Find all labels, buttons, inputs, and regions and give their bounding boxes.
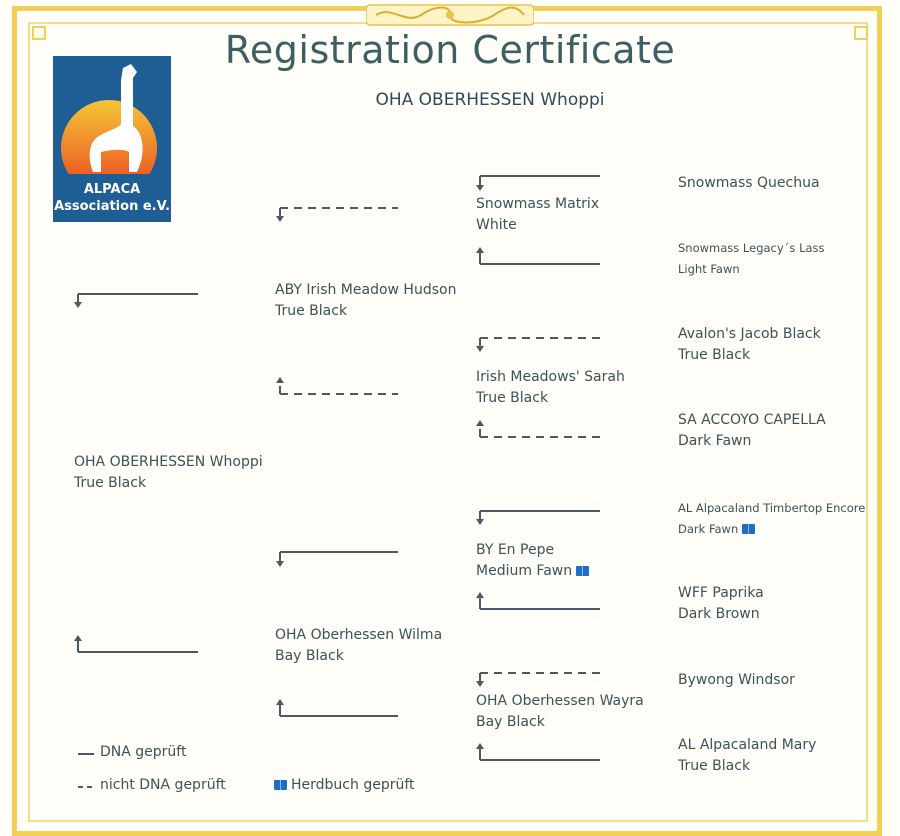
ggp-name: Bywong Windsor [678, 672, 795, 688]
herdbook-icon [742, 524, 755, 534]
ggp-entry-5 [678, 498, 865, 540]
dam-sire-color: Medium Fawn [476, 563, 573, 579]
line-sire-dam [280, 382, 398, 394]
ggp-color: True Black [678, 758, 751, 774]
dam-name: OHA Oberhessen Wilma [275, 627, 443, 643]
animal-name: OHA OBERHESSEN Whoppi [74, 454, 263, 470]
ggp-entry-7 [678, 670, 795, 691]
dam-dam-name: OHA Oberhessen Wayra [476, 693, 644, 709]
ggp-name: Avalon's Jacob Black [678, 326, 821, 342]
animal-color: True Black [74, 475, 147, 491]
line-ggp-5 [480, 511, 600, 520]
line-ggp-8 [480, 748, 600, 760]
sire-dam-color: True Black [476, 390, 549, 406]
line-sire [78, 294, 198, 303]
sire-dam-name: Irish Meadows' Sarah [476, 369, 625, 385]
dam-sire-entry [476, 540, 589, 582]
ggp-name: Snowmass Quechua [678, 175, 820, 191]
dam-dam-color: Bay Black [476, 714, 545, 730]
dam-color: Bay Black [275, 648, 344, 664]
dam-dam-entry [476, 691, 644, 733]
line-ggp-4 [480, 425, 600, 437]
line-dam-dam [280, 704, 398, 716]
ggp-color: Dark Fawn [678, 433, 752, 449]
ggp-entry-6 [678, 583, 764, 625]
ggp-entry-3 [678, 324, 821, 366]
ggp-name: AL Alpacaland Mary [678, 737, 817, 753]
ggp-name: AL Alpacaland Timbertop Encore [678, 501, 866, 515]
line-ggp-6 [480, 597, 600, 609]
sire-name: ABY Irish Meadow Hudson [275, 282, 457, 298]
sire-entry [275, 280, 456, 322]
legend-herdbook-label: Herdbuch geprüft [291, 777, 415, 793]
sire-dam-entry [476, 367, 625, 409]
animal-entry [74, 452, 263, 494]
dam-entry [275, 625, 442, 667]
ggp-entry-4 [678, 410, 826, 452]
ggp-entry-8 [678, 735, 816, 777]
legend-dna-not-verified: nicht DNA geprüft [100, 777, 226, 793]
line-dam [78, 640, 198, 652]
sire-color: True Black [275, 303, 348, 319]
line-ggp-1 [480, 176, 600, 186]
legend-dna-verified: DNA geprüft [100, 744, 187, 760]
page-title: Registration Certificate [224, 28, 676, 72]
ggp-name: WFF Paprika [678, 585, 764, 601]
certificate-subject: OHA OBERHESSEN Whoppi [375, 90, 605, 110]
logo-line-1: ALPACA [83, 182, 141, 197]
ggp-color: True Black [678, 347, 751, 363]
ggp-name: Snowmass Legacy´s Lass [678, 241, 825, 255]
sire-sire-entry [476, 194, 599, 236]
ggp-entry-2 [678, 238, 825, 280]
line-dam-sire [280, 552, 398, 562]
ggp-entry-1 [678, 173, 820, 194]
herdbook-icon [576, 566, 589, 576]
dam-sire-name: BY En Pepe [476, 542, 555, 558]
legend-herdbook [274, 777, 415, 793]
sire-sire-color: White [476, 217, 517, 233]
line-ggp-3 [480, 338, 600, 347]
line-ggp-2 [480, 252, 600, 264]
line-ggp-7 [480, 673, 600, 682]
sire-sire-name: Snowmass Matrix [476, 196, 600, 212]
ggp-color: Light Fawn [678, 262, 740, 276]
herdbook-icon [274, 780, 287, 790]
logo-line-2: Association e.V. [54, 199, 170, 214]
line-sire-sire [280, 208, 398, 217]
ggp-name: SA ACCOYO CAPELLA [678, 412, 826, 428]
ggp-color: Dark Fawn [678, 522, 739, 536]
ggp-color: Dark Brown [678, 606, 760, 622]
